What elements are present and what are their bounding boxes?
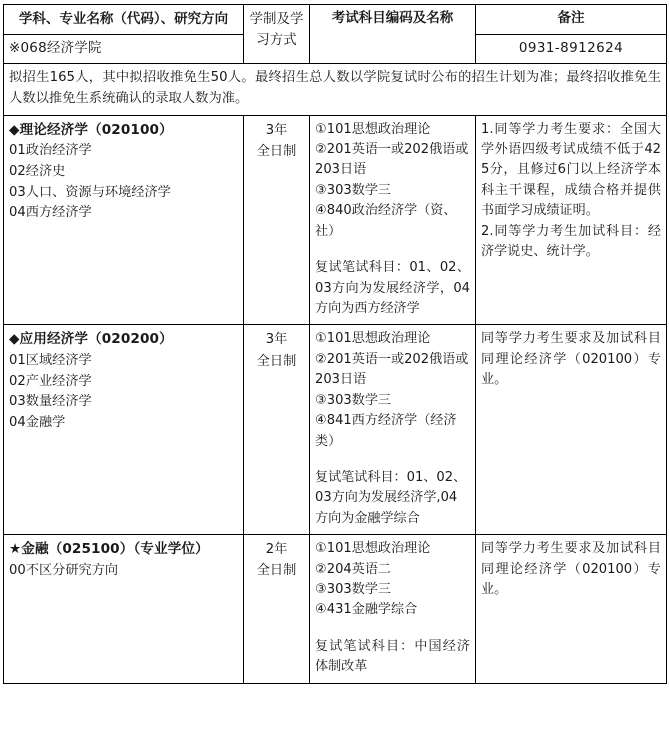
list-item: ②204英语二 [315,561,392,577]
enrollment-notice: 拟招生165人，其中拟招收推免生50人。最终招生总人数以学院复试时公布的招生计划为准；最终招收推免生人数以推免生系统确认的录取人数为准。 [4,64,667,115]
column-header-major: 学科、专业名称（代码）、研究方向 [4,5,244,35]
exam-subject-list [315,539,470,621]
column-header-exam: 考试科目编码及名称 [310,5,476,64]
list-item: ④840政治经济学（资、社） [315,203,457,239]
list-item: ①101思想政治理论 [315,121,431,137]
retest-subjects: 复试笔试科目：中国经济体制改革 [315,638,470,675]
list-item: ②201英语一或202俄语或203日语 [315,351,469,388]
column-header-duration: 学制及学习方式 [244,5,310,64]
exam-subject-list [315,120,470,243]
program-title: ◆应用经济学（020200） [9,331,173,348]
program-duration-cell [244,325,310,535]
retest-subjects: 复试笔试科目：01、02、03方向为发展经济学,04方向为金融学综合 [315,469,467,526]
list-item: ①101思想政治理论 [315,541,431,557]
list-item: 03数量经济学 [9,394,92,410]
program-major-cell [4,535,244,684]
duration-mode: 全日制 [256,563,297,579]
list-item: ③303数学三 [315,392,392,408]
list-item: 04金融学 [9,415,66,430]
list-item: ③303数学三 [315,582,392,598]
notice-row [4,64,667,115]
college-phone: 0931-8912624 [476,35,667,64]
duration-mode: 全日制 [256,353,297,369]
duration-mode: 全日制 [256,143,297,159]
program-duration-cell [244,535,310,684]
admissions-table [3,4,667,684]
research-direction-list [9,351,238,433]
list-item: 00不区分研究方向 [9,563,119,579]
list-item: ④841西方经济学（经济类） [315,413,457,449]
list-item: 01区域经济学 [9,353,92,369]
exam-subject-list [315,329,470,452]
program-title: ★金融（025100）（专业学位） [9,541,209,558]
remark-paragraph: 同等学力考生要求及加试科目同理论经济学（020100）专业。 [481,331,661,388]
program-remark-cell [476,115,667,325]
remark-paragraph: 2.同等学力考生加试科目：经济学说史、统计学。 [481,223,661,260]
research-direction-list [9,561,238,582]
duration-years: 2年 [265,542,288,558]
list-item: ②201英语一或202俄语或203日语 [315,142,469,178]
list-item: 02产业经济学 [9,373,92,389]
table-row [4,535,667,684]
duration-years: 3年 [265,332,288,348]
program-major-cell [4,115,244,325]
remark-paragraph: 同等学力考生要求及加试科目同理论经济学（020100）专业。 [481,541,661,598]
program-exam-cell [310,115,476,325]
table-row [4,325,667,535]
table-header [4,5,667,64]
program-exam-cell [310,535,476,684]
retest-subjects: 复试笔试科目：01、02、03方向为发展经济学，04方向为西方经济学 [315,260,470,316]
remark-paragraph: 1.同等学力考生要求：全国大学外语四级考试成绩不低于425分，且修过6门以上经济学本科主干课程，成绩合格并提供书面学习成绩证明。 [481,121,661,219]
research-direction-list [9,141,238,223]
list-item: 02经济史 [9,164,66,180]
column-header-remark: 备注 [476,5,667,35]
list-item: 03人口、资源与环境经济学 [9,184,171,200]
header-row [4,5,667,35]
list-item: ③303数学三 [315,182,392,198]
program-remark-cell [476,535,667,684]
program-title: ◆理论经济学（020100） [9,121,173,138]
list-item: 04西方经济学 [9,205,92,221]
program-major-cell [4,325,244,535]
list-item: 01政治经济学 [9,143,92,159]
duration-years: 3年 [265,122,288,138]
college-name: ※068经济学院 [4,35,244,64]
list-item: ①101思想政治理论 [315,331,431,347]
program-remark-cell [476,325,667,535]
list-item: ④431金融学综合 [315,602,418,618]
table-row [4,115,667,325]
table-body [4,64,667,683]
program-exam-cell [310,325,476,535]
program-duration-cell [244,115,310,325]
